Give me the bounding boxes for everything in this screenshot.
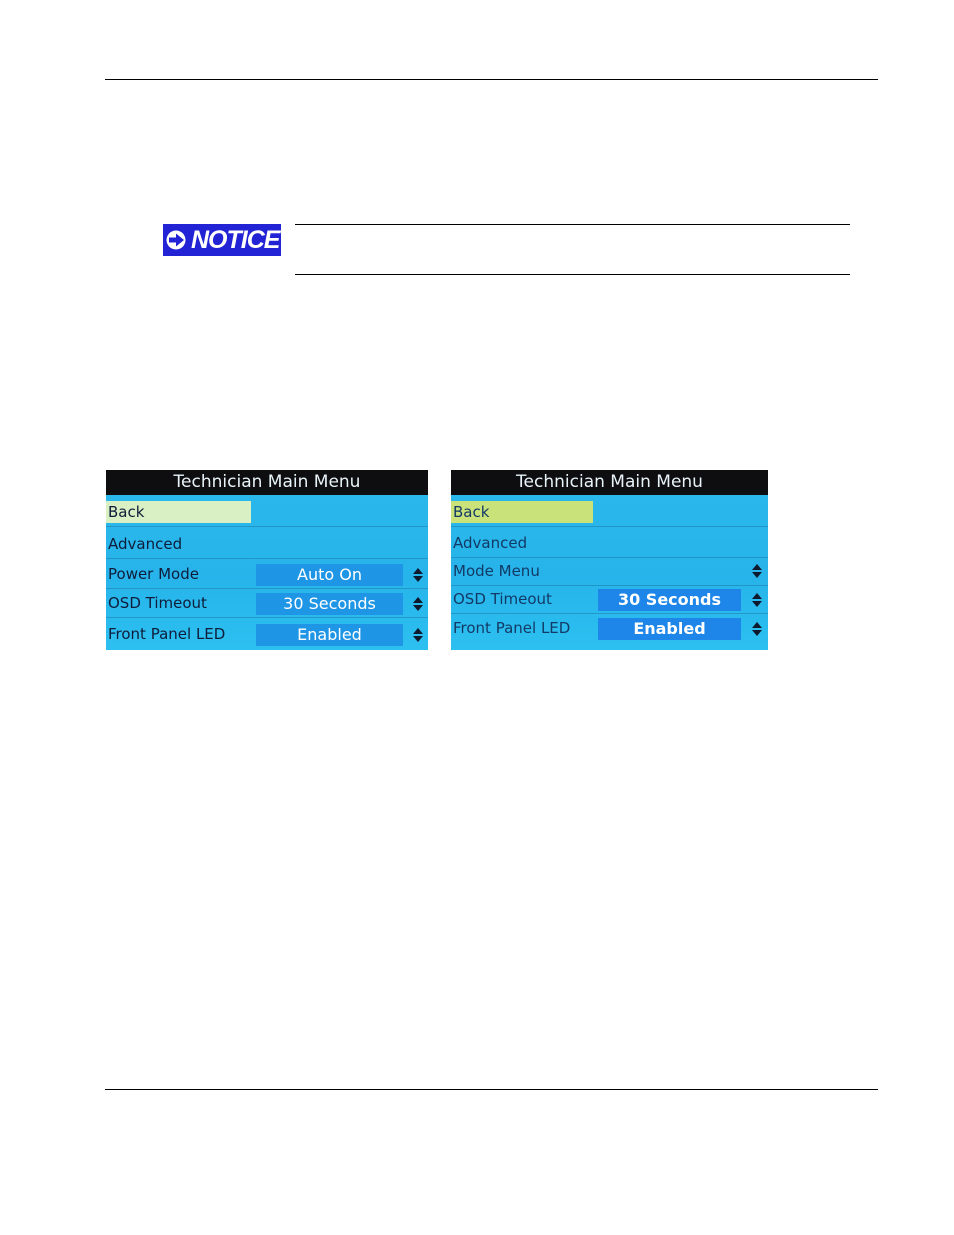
osd-row-label: Advanced bbox=[108, 535, 183, 553]
osd-row-divider bbox=[106, 617, 428, 618]
up-down-arrows-icon bbox=[412, 627, 424, 643]
osd-row-back bbox=[106, 498, 428, 527]
osd-row-label: Front Panel LED bbox=[453, 619, 571, 637]
osd-row-label: Advanced bbox=[453, 534, 528, 552]
osd-screenshot-right bbox=[451, 470, 768, 650]
osd-row-front-panel-led bbox=[451, 614, 768, 643]
osd-row-osd-timeout bbox=[106, 589, 428, 618]
osd-row-label: OSD Timeout bbox=[108, 594, 207, 612]
osd-row-divider bbox=[106, 558, 428, 559]
osd-row-divider bbox=[106, 526, 428, 527]
up-down-arrows-icon bbox=[751, 621, 763, 637]
osd-row-value: Auto On bbox=[256, 564, 403, 586]
osd-title: Technician Main Menu bbox=[106, 470, 428, 495]
up-down-arrows-icon bbox=[412, 567, 424, 583]
osd-row-advanced bbox=[106, 530, 428, 559]
osd-row-value: 30 Seconds bbox=[256, 593, 403, 615]
osd-row-value: Enabled bbox=[598, 618, 741, 640]
osd-row-label: Mode Menu bbox=[453, 562, 540, 580]
up-down-arrows-icon bbox=[751, 592, 763, 608]
header-rule bbox=[105, 79, 878, 80]
osd-row-value: Enabled bbox=[256, 624, 403, 646]
up-down-arrows-icon bbox=[751, 563, 763, 579]
osd-row-advanced bbox=[451, 529, 768, 558]
osd-row-label: Power Mode bbox=[108, 565, 199, 583]
osd-row-divider bbox=[451, 526, 768, 527]
osd-row-value: 30 Seconds bbox=[598, 589, 741, 611]
notice-label: NOTICE bbox=[191, 226, 280, 254]
osd-row-label: Front Panel LED bbox=[108, 625, 226, 643]
osd-screenshot-left bbox=[106, 470, 428, 650]
up-down-arrows-icon bbox=[412, 596, 424, 612]
osd-row-power-mode bbox=[106, 560, 428, 589]
osd-title: Technician Main Menu bbox=[451, 470, 768, 495]
notice-badge bbox=[163, 224, 281, 256]
osd-row-label: Back bbox=[453, 503, 490, 521]
notice-top-rule bbox=[295, 224, 850, 225]
osd-row-mode-menu bbox=[451, 557, 768, 586]
osd-row-osd-timeout bbox=[451, 585, 768, 614]
arrow-right-icon bbox=[166, 230, 188, 250]
osd-row-front-panel-led bbox=[106, 620, 428, 649]
osd-row-label: OSD Timeout bbox=[453, 590, 552, 608]
osd-row-label: Back bbox=[108, 503, 145, 521]
osd-row-back bbox=[451, 498, 768, 527]
notice-bottom-rule bbox=[295, 274, 850, 275]
footer-rule bbox=[105, 1089, 878, 1090]
